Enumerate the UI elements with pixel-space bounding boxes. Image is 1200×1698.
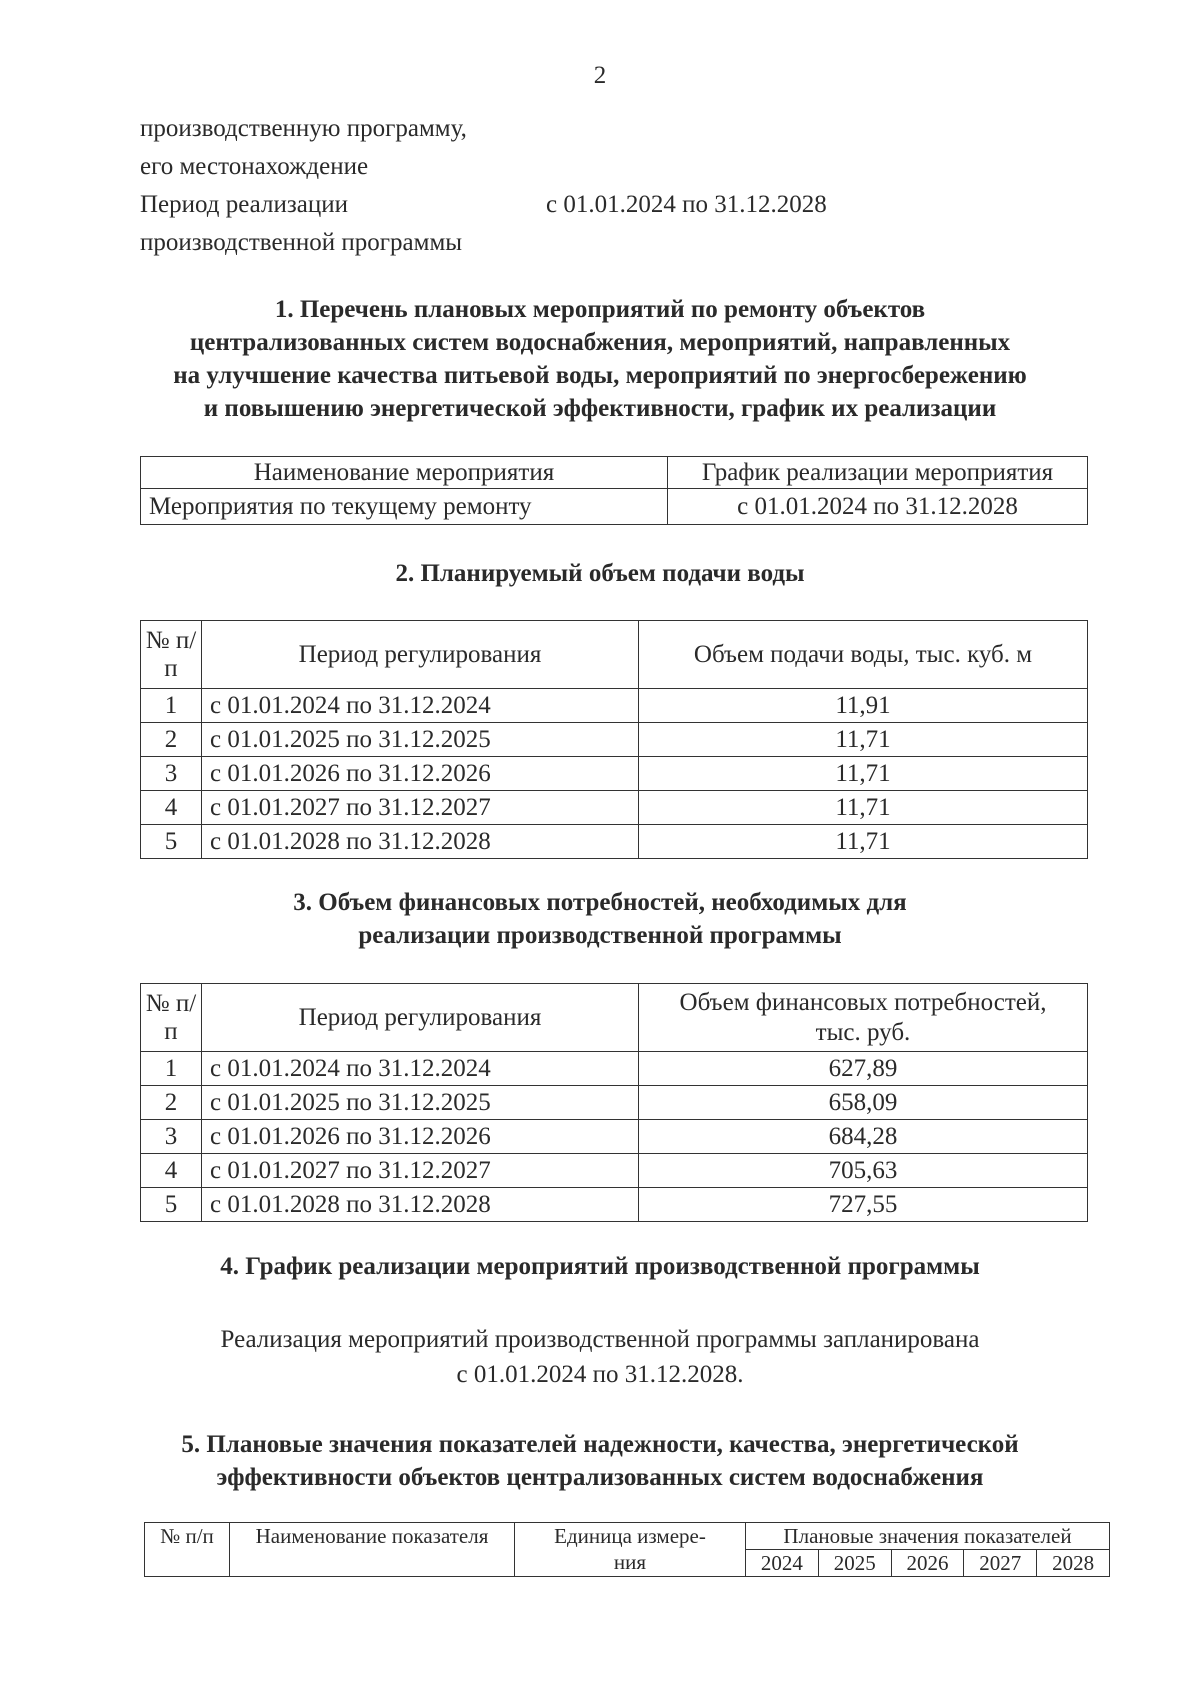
table-cell: 11,71 xyxy=(639,723,1088,757)
table-row xyxy=(141,689,1088,723)
table-cell: 2 xyxy=(141,1086,202,1120)
table-cell: с 01.01.2024 по 31.12.2028 xyxy=(668,489,1088,525)
table-row xyxy=(141,1052,1088,1086)
section3-title-line-1: 3. Объем финансовых потребностей, необходимых для xyxy=(293,889,907,916)
table-year-cell: 2028 xyxy=(1037,1550,1110,1577)
table-cell: 4 xyxy=(141,1154,202,1188)
intro-line-1: производственную программу, xyxy=(140,115,467,142)
table-cell: 11,91 xyxy=(639,689,1088,723)
table-cell: Мероприятия по текущему ремонту xyxy=(141,489,668,525)
table-header-line-1: Объем финансовых потребностей, xyxy=(679,988,1047,1016)
table-header-cell: Период регулирования xyxy=(202,984,639,1052)
table-row xyxy=(141,791,1088,825)
table-cell: с 01.01.2027 по 31.12.2027 xyxy=(202,1154,639,1188)
table-header-row xyxy=(141,984,1088,1052)
table-cell: с 01.01.2025 по 31.12.2025 xyxy=(202,1086,639,1120)
section4-title: 4. График реализации мероприятий производственной программы xyxy=(220,1253,980,1280)
table-cell: 11,71 xyxy=(639,757,1088,791)
section2-title: 2. Планируемый объем подачи воды xyxy=(395,560,805,587)
table-header-line-2: ния xyxy=(613,1550,647,1574)
section1-title-line-4: и повышению энергетической эффективности, график их реализации xyxy=(203,395,997,422)
table-header-cell: Плановые значения показателей xyxy=(746,1523,1110,1550)
section4-text xyxy=(100,1322,1100,1392)
table-cell: с 01.01.2024 по 31.12.2024 xyxy=(202,1052,639,1086)
table-cell: с 01.01.2028 по 31.12.2028 xyxy=(202,1188,639,1222)
table-cell: 5 xyxy=(141,825,202,859)
table-cell: с 01.01.2028 по 31.12.2028 xyxy=(202,825,639,859)
table-row xyxy=(141,489,1088,525)
table-cell: 684,28 xyxy=(639,1120,1088,1154)
table-header-cell: График реализации мероприятия xyxy=(668,457,1088,489)
table-cell: 1 xyxy=(141,689,202,723)
table-cell: 627,89 xyxy=(639,1052,1088,1086)
table-cell: 1 xyxy=(141,1052,202,1086)
section1-title xyxy=(100,293,1100,425)
section1-title-line-3: на улучшение качества питьевой воды, мероприятий по энергосбережению xyxy=(173,362,1027,389)
table-cell: с 01.01.2025 по 31.12.2025 xyxy=(202,723,639,757)
table-row xyxy=(141,1086,1088,1120)
section4-text-line-2: с 01.01.2024 по 31.12.2028. xyxy=(456,1361,744,1388)
table-year-cell: 2024 xyxy=(746,1550,819,1577)
table-header-cell: Период регулирования xyxy=(202,621,639,689)
table-header-cell: № п/п xyxy=(141,984,202,1052)
table-year-cell: 2026 xyxy=(891,1550,964,1577)
table-header-cell xyxy=(639,984,1088,1052)
table-cell: 11,71 xyxy=(639,791,1088,825)
intro-period-label: Период реализации xyxy=(140,191,348,218)
table-header-cell: № п/п xyxy=(145,1523,230,1577)
table-header-row xyxy=(141,457,1088,489)
intro-line-2: его местонахождение xyxy=(140,153,369,180)
table-header-cell: Наименование мероприятия xyxy=(141,457,668,489)
section5-title xyxy=(100,1428,1100,1494)
intro-period-value: с 01.01.2024 по 31.12.2028 xyxy=(546,191,827,218)
table-cell: 3 xyxy=(141,1120,202,1154)
section2-table xyxy=(140,620,1088,859)
table-cell: 4 xyxy=(141,791,202,825)
section1-title-line-2: централизованных систем водоснабжения, мероприятий, направленных xyxy=(189,329,1011,356)
table-header-cell: № п/п xyxy=(141,621,202,689)
table-header-cell xyxy=(515,1523,746,1577)
table-cell: 5 xyxy=(141,1188,202,1222)
table-header-line-2: тыс. руб. xyxy=(815,1018,911,1046)
table-header-cell: Наименование показателя xyxy=(230,1523,515,1577)
table-cell: с 01.01.2024 по 31.12.2024 xyxy=(202,689,639,723)
table-header-row xyxy=(145,1523,1110,1550)
intro-line-4: производственной программы xyxy=(140,229,463,256)
table-header-row xyxy=(141,621,1088,689)
table-year-cell: 2025 xyxy=(818,1550,891,1577)
table-cell: 11,71 xyxy=(639,825,1088,859)
section3-title xyxy=(100,886,1100,952)
table-cell: 3 xyxy=(141,757,202,791)
table-cell: с 01.01.2026 по 31.12.2026 xyxy=(202,757,639,791)
table-cell: с 01.01.2026 по 31.12.2026 xyxy=(202,1120,639,1154)
section5-title-line-2: эффективности объектов централизованных систем водоснабжения xyxy=(216,1464,984,1491)
section5-table xyxy=(144,1522,1110,1577)
table-cell: 705,63 xyxy=(639,1154,1088,1188)
table-row xyxy=(141,825,1088,859)
table-row xyxy=(141,723,1088,757)
table-cell: 727,55 xyxy=(639,1188,1088,1222)
intro-period-row xyxy=(140,186,1040,224)
section5-title-line-1: 5. Плановые значения показателей надежности, качества, энергетической xyxy=(181,1431,1019,1458)
intro-block xyxy=(140,110,1040,262)
table-row xyxy=(141,1154,1088,1188)
table-year-cell: 2027 xyxy=(964,1550,1037,1577)
section4-text-line-1: Реализация мероприятий производственной программы запланирована xyxy=(220,1326,980,1353)
table-cell: с 01.01.2027 по 31.12.2027 xyxy=(202,791,639,825)
section1-table xyxy=(140,456,1088,525)
table-row xyxy=(141,757,1088,791)
table-header-line-1: Единица измере- xyxy=(554,1524,706,1548)
table-row xyxy=(141,1120,1088,1154)
section3-table xyxy=(140,983,1088,1222)
table-cell: 658,09 xyxy=(639,1086,1088,1120)
section1-title-line-1: 1. Перечень плановых мероприятий по ремонту объектов xyxy=(274,296,926,323)
table-row xyxy=(141,1188,1088,1222)
section3-title-line-2: реализации производственной программы xyxy=(358,922,842,949)
table-header-cell: Объем подачи воды, тыс. куб. м xyxy=(639,621,1088,689)
page-number: 2 xyxy=(593,62,607,89)
table-cell: 2 xyxy=(141,723,202,757)
